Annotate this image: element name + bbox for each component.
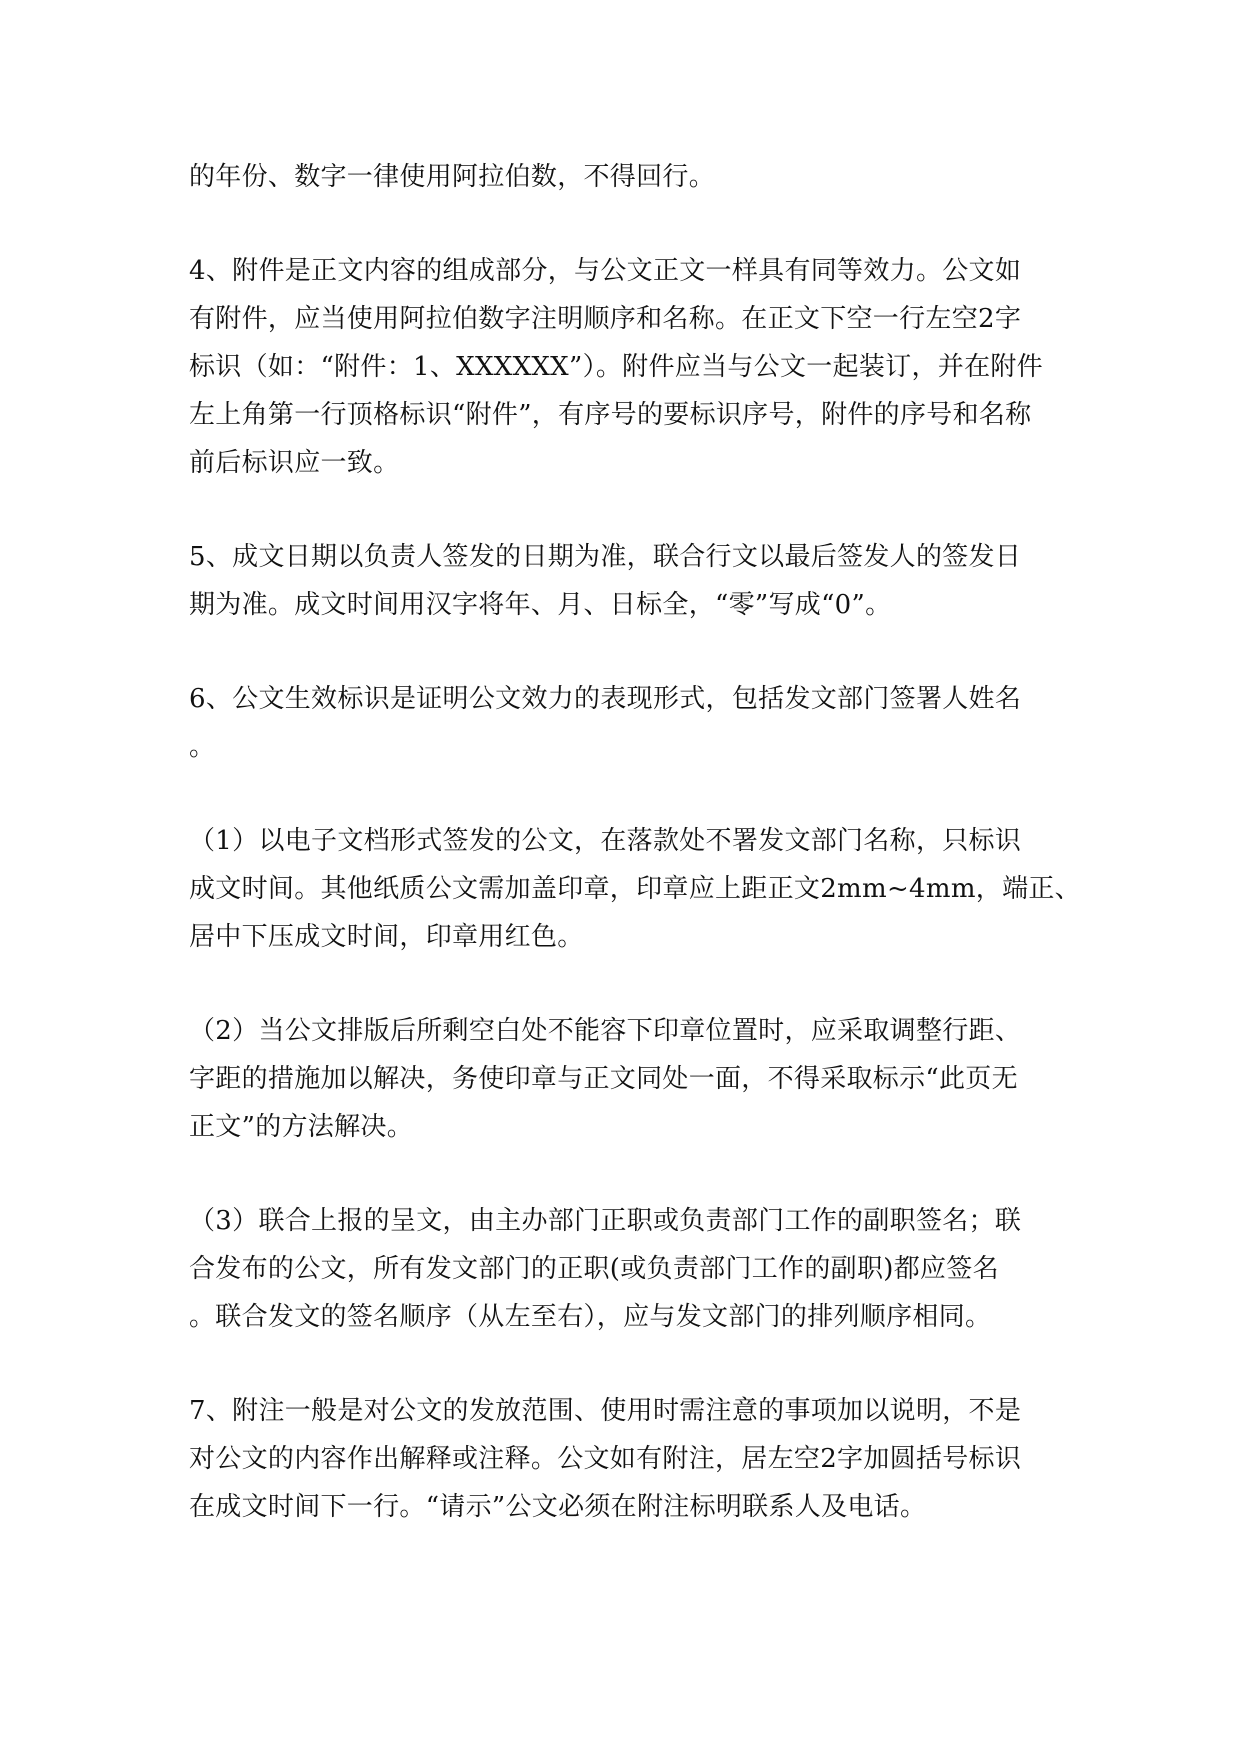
text-line: 期为准。成文时间用汉字将年、月、日标全，“零”写成“0”。 bbox=[189, 590, 892, 620]
text-line: 正文”的方法解决。 bbox=[189, 1112, 413, 1142]
text-line: 字距的措施加以解决，务使印章与正文同处一面，不得采取标示“此页无 bbox=[189, 1064, 1018, 1094]
paragraph-electronic-signing bbox=[189, 817, 1081, 961]
paragraph-seal-position bbox=[189, 1007, 1059, 1151]
text-line: 标识（如：“附件：1、XXXXXX”）。附件应当与公文一起装订，并在附件 bbox=[189, 352, 1043, 382]
text-line: 对公文的内容作出解释或注释。公文如有附注，居左空2字加圆括号标识 bbox=[189, 1444, 1022, 1474]
paragraph-attachments bbox=[189, 247, 1059, 487]
text-line: 7、附注一般是对公文的发放范围、使用时需注意的事项加以说明，不是 bbox=[189, 1396, 1022, 1426]
text-line: （3）联合上报的呈文，由主办部门正职或负责部门工作的副职签名；联 bbox=[189, 1206, 1022, 1236]
text-line: 的年份、数字一律使用阿拉伯数，不得回行。 bbox=[189, 162, 716, 192]
paragraph-notes bbox=[189, 1387, 1059, 1531]
text-line: 在成文时间下一行。“请示”公文必须在附注标明联系人及电话。 bbox=[189, 1492, 927, 1522]
text-line: 左上角第一行顶格标识“附件”，有序号的要标识序号，附件的序号和名称 bbox=[189, 400, 1032, 430]
paragraph-effectiveness-mark bbox=[189, 675, 1059, 771]
text-line: 有附件，应当使用阿拉伯数字注明顺序和名称。在正文下空一行左空2字 bbox=[189, 304, 1022, 334]
text-line: 。联合发文的签名顺序（从左至右），应与发文部门的排列顺序相同。 bbox=[189, 1302, 992, 1332]
text-line: 。 bbox=[189, 732, 216, 762]
text-line: （1）以电子文档形式签发的公文，在落款处不署发文部门名称，只标识 bbox=[189, 826, 1022, 856]
text-line: （2）当公文排版后所剩空白处不能容下印章位置时，应采取调整行距、 bbox=[189, 1016, 1022, 1046]
text-line: 4、附件是正文内容的组成部分，与公文正文一样具有同等效力。公文如 bbox=[189, 256, 1022, 286]
text-line: 前后标识应一致。 bbox=[189, 448, 400, 478]
text-line: 6、公文生效标识是证明公文效力的表现形式，包括发文部门签署人姓名 bbox=[189, 684, 1022, 714]
text-line: 5、成文日期以负责人签发的日期为准，联合行文以最后签发人的签发日 bbox=[189, 542, 1022, 572]
paragraph-year-digits bbox=[189, 153, 1059, 201]
text-line: 居中下压成文时间，印章用红色。 bbox=[189, 922, 584, 952]
document-body bbox=[189, 153, 1081, 1577]
text-line: 合发布的公文，所有发文部门的正职(或负责部门工作的副职)都应签名 bbox=[189, 1254, 999, 1284]
paragraph-joint-signing bbox=[189, 1197, 1059, 1341]
paragraph-issue-date bbox=[189, 533, 1059, 629]
text-line: 成文时间。其他纸质公文需加盖印章，印章应上距正文2mm~4mm，端正、 bbox=[189, 874, 1081, 904]
